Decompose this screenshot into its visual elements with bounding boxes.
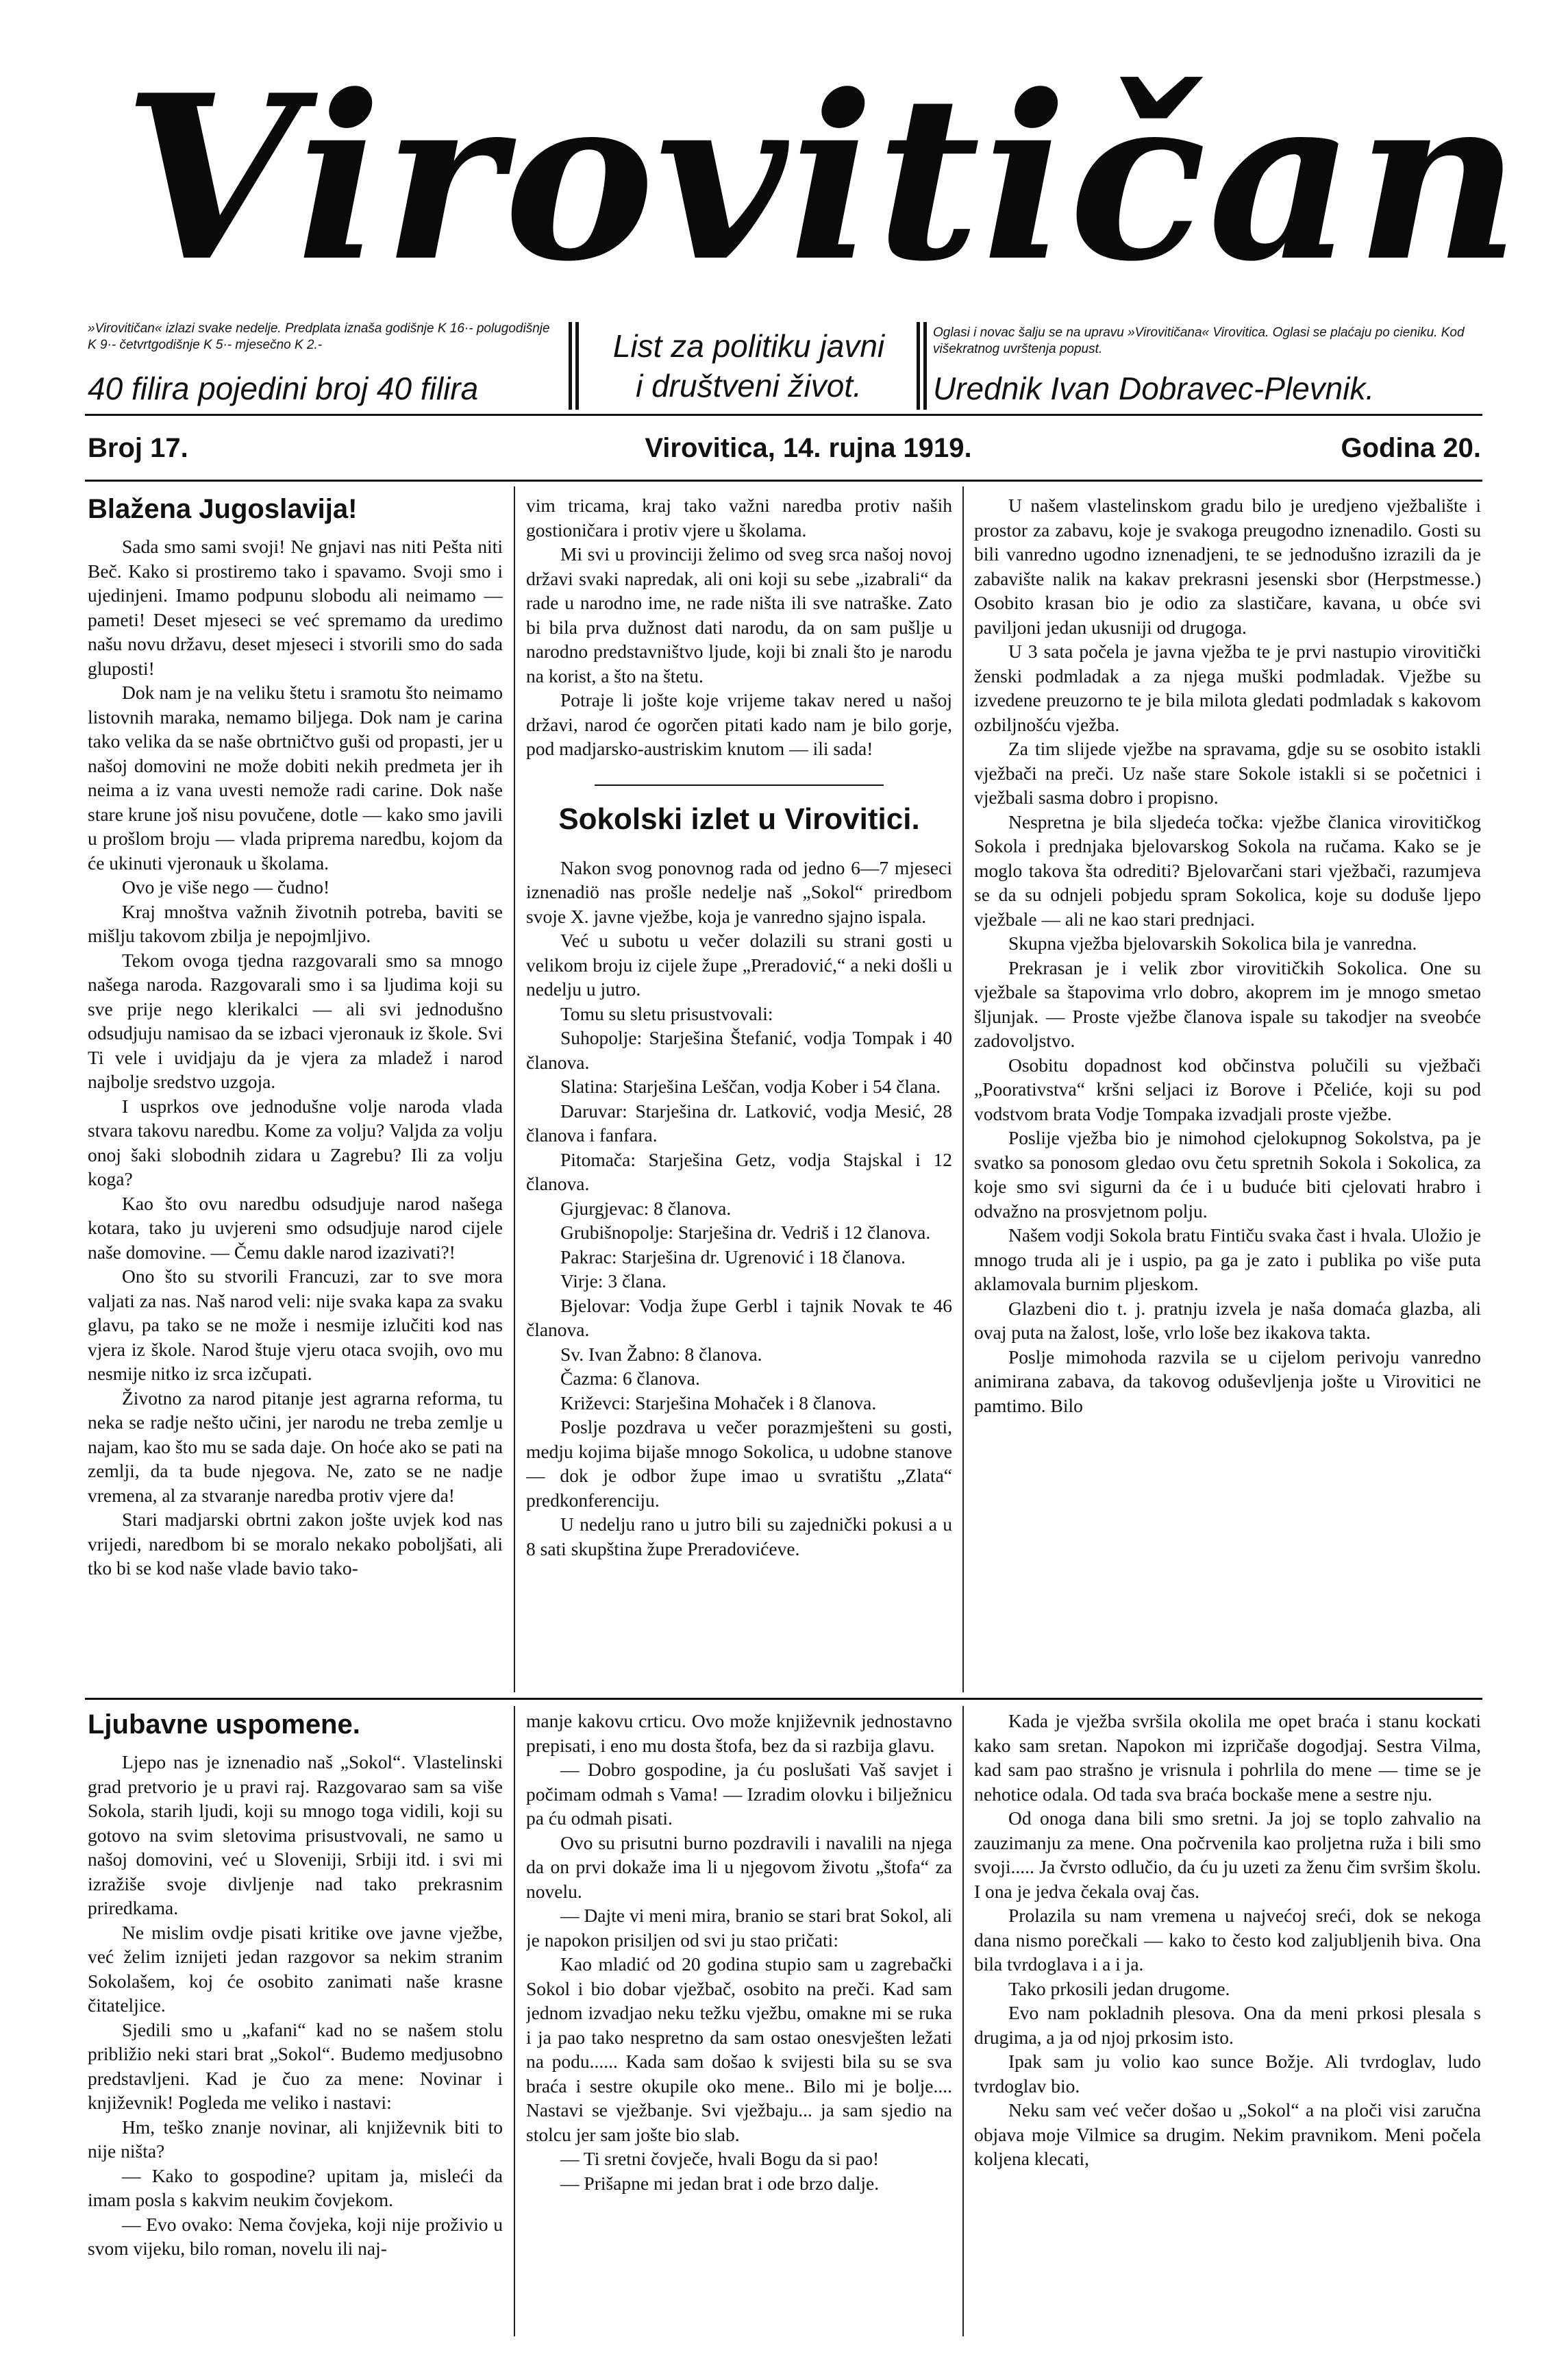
paragraph: Poslje pozdrava u večer porazmješteni su gosti, medju kojima bijaše mnogo Sokolica, u udobne stanove — dok je odbor župe imao u svratištu „Zlata“ predkonferenciju. bbox=[526, 1416, 952, 1511]
paragraph: — Kako to gospodine? upitam ja, misleći da imam posla s kakvim neukim čovjekom. bbox=[88, 2164, 503, 2210]
feuilleton-column-middle bbox=[526, 1709, 952, 2339]
paragraph: Poslje mimohoda razvila se u cijelom perivoju vanredno animirana zabava, da takovog oduševljenja jošte u Virovitici ne pamtimo. Bilo bbox=[974, 1346, 1481, 1416]
paragraph: Mi svi u provinciji želimo od sveg srca našoj novoj državi svaki napredak, ali oni koji su sebe „izabrali“ da rade u narodno ime, ne rade ništa ili sve natraške. Zato bi bila prva dužnost dati narodu, da on sam pušlje u narodno predstavništvo ljude, koji bi znali što je narodu na korist, a što na štetu. bbox=[526, 543, 952, 687]
article-title: Sokolski izlet u Virovitici. bbox=[558, 802, 920, 836]
paragraph: Nespretna je bila sljedeća točka: vježbe članica virovitičkog Sokola i prednjaka bjelovarskog Sokola na ručama. Kako se je moglo takova šta odrediti? Bjelovarčani stari vježbači, razumjeva se da su odnjeli pobjedu spram Sokolica, koje su doduše ljepo vježbale — ali ne kao stari prednjaci. bbox=[974, 811, 1481, 930]
paragraph: — Prišapne mi jedan brat i ode brzo dalje. bbox=[560, 2172, 880, 2194]
article-blazena-jugoslavija bbox=[88, 493, 503, 1689]
year-number: Godina 20. bbox=[1341, 433, 1481, 463]
header-divider-right-2 bbox=[923, 322, 927, 410]
paragraph: manje kakovu crticu. Ovo može književnik jednostavno prepisati, i eno mu dosta štofa, bez da si razbija glavu. bbox=[526, 1710, 952, 1756]
paragraph: Ne mislim ovdje pisati kritike ove javne vježbe, već želim iznijeti jedan razgovor sa nekim stranim Sokolašem, koj će osobito zanimati naše krasne čitateljice. bbox=[88, 1921, 503, 2016]
paragraph: Kraj mnoštva važnih životnih potreba, baviti se mišlju takovom zbilja je nepojmljivo. bbox=[88, 900, 503, 946]
dateline-rule bbox=[85, 480, 1482, 482]
attendee-line: Virje: 3 člana. bbox=[560, 1270, 667, 1291]
attendee-line: Sv. Ivan Žabno: 8 članova. bbox=[560, 1343, 762, 1365]
attendee-line: Križevci: Starješina Mohaček i 8 članova. bbox=[560, 1392, 877, 1413]
header-divider-left bbox=[569, 322, 572, 410]
article-separator bbox=[595, 784, 884, 786]
attendee-line: Gjurgjevac: 8 članova. bbox=[560, 1197, 732, 1219]
paragraph: — Dajte vi meni mira, branio se stari brat Sokol, ali je napokon prisiljen od svi ju stao pričati: bbox=[526, 1905, 952, 1951]
attendee-line: Bjelovar: Vodja župe Gerbl i tajnik Novak te 46 članova. bbox=[526, 1294, 952, 1340]
paragraph: Životno za narod pitanje jest agrarna reforma, tu neka se radje nešto učini, jer narodu ne treba zemlje u najam, kao što mu se sada daje. On hoće ako se pati na zemlji, da ta bude njegova. Ne, zato se ne nadje vremena, al za stvaranje naredba protiv vjere da! bbox=[88, 1387, 503, 1506]
paragraph: I usprkos ove jednodušne volje naroda vlada stvara takovu naredbu. Kome za volju? Valjda za volju onoj šaki slobodnih zidara u Zagrebu? Ili za volju koga? bbox=[88, 1095, 503, 1189]
paragraph: Već u subotu u večer dolazili su strani gosti u velikom broju iz cijele župe „Preradović,“ a neki došli u nedelju u jutro. bbox=[526, 930, 952, 1000]
price-line: 40 filira pojedini broj 40 filira bbox=[88, 371, 479, 406]
column-rule bbox=[962, 486, 964, 1692]
paragraph: U našem vlastelinskom gradu bilo je uredjeno vježbalište i prostor za zabavu, koje je svakoga preugodno iznenadilo. Gosti su bili vanredno ugodno iznenadjeni, te se jednodušno izrazili da je zabavište nalik na kakav prekrasni jesenski sbor (Herpstmesse.) Osobito krasan bio je odio za slastičare, kavana, u obće svi paviljoni jedan ukusniji od drugoga. bbox=[974, 495, 1481, 638]
paragraph: Evo nam pokladnih plesova. Ona da meni prkosi plesala s drugima, a ja od njoj prkosim isto. bbox=[974, 2002, 1481, 2048]
header-divider-left-2 bbox=[575, 322, 579, 410]
paragraph: Potraje li jošte koje vrijeme takav nered u našoj državi, narod će ogorčen pitati kado nam je bilo gorje, pod madjarsko-austriskim knutom — ili sada! bbox=[526, 689, 952, 759]
column-right bbox=[974, 493, 1481, 1689]
attendee-line: Pakrac: Starješina dr. Ugrenović i 18 članova. bbox=[560, 1246, 906, 1268]
paragraph: Ono što su stvorili Francuzi, zar to sve mora valjati za nas. Naš narod veli: nije svaka kapa za svaku glavu, pa tako se ne može i nesmije izlučiti kod nas vjera iz škole. Narod štuje vjeru otaca svojih, ovo mu nesmije nitko iz srca izčupati. bbox=[88, 1265, 503, 1384]
paragraph: Prekrasan je i velik zbor virovitičkih Sokolica. One su vježbale sa štapovima vrlo dobro, akoprem im je mnogo smetao šljunjak. — Proste vježbe članova ispale su takodjer na sveobće zadovoljstvo. bbox=[974, 956, 1481, 1051]
paragraph: Od onoga dana bili smo sretni. Ja joj se toplo zahvalio na zauzimanju za mene. Ona počrvenila kao proljetna ruža i bili smo svoji..... Ja čvrsto odlučio, da ću ju uzeti za ženu čim svršim školu. I ona je jedva čekala ovaj čas. bbox=[974, 1807, 1481, 1902]
attendee-line: Čazma: 6 članova. bbox=[560, 1368, 700, 1389]
paragraph: Kada je vježba svršila okolila me opet braća i stanu kockati kako sam sretan. Napokon mi izpričaše dogodjaj. Sestra Vilma, kad sam pao strašno je vrisnula i pohrlila do mene — time se je nehotice odala. Od tada sva braća bockaše mene a sestre nju. bbox=[974, 1710, 1481, 1805]
advertising-info: Oglasi i novac šalju se na upravu »Virovitičana« Virovitica. Oglasi se plaćaju po cieniku. Kod višekratnog uvrštenja popust. bbox=[933, 325, 1465, 356]
paragraph: Osobitu dopadnost kod občinstva polučili su vježbači „Poorativstva“ kršni seljaci iz Borove i Pčeliće, koji su pod vodstvom brata Vodje Tompaka izvadjali proste vježbe. bbox=[974, 1054, 1481, 1124]
issue-number: Broj 17. bbox=[88, 433, 188, 463]
column-rule bbox=[514, 1706, 515, 2336]
paragraph: vim tricama, kraj tako važni naredba protiv naših gostioničara i protiv vjere u školama. bbox=[526, 495, 952, 541]
paragraph: Kao mladić od 20 godina stupio sam u zagrebački Sokol i bio dobar vježbač, osobito na preči. Kad sam jednom izvadjao neku težku vježbu, omakne mi se ruka i ja pao tako nespretno da sam ostao onesvješten ležati na podu...... Kada sam došao k svijesti bila su se sva braća i sestre okupile oko mene.. Bilo mi je bolje.... Nastavi se vježbanje. Svi vježbaju... ja sam sjedio na stolcu jer sam jošte bio slab. bbox=[526, 1953, 952, 2145]
paragraph: — Ti sretni čovječe, hvali Bogu da si pao! bbox=[560, 2148, 880, 2169]
tagline-line2: i društveni život. bbox=[636, 368, 862, 404]
header-divider-right bbox=[917, 322, 920, 410]
column-rule bbox=[962, 1706, 964, 2336]
paragraph: Glazbeni dio t. j. pratnju izvela je naša domaća glazba, ali ovaj puta na žalost, loše, vrlo loše bez ikakova takta. bbox=[974, 1297, 1481, 1343]
column-rule bbox=[514, 486, 515, 1692]
paragraph: Stari madjarski obrtni zakon jošte uvjek kod nas vrijedi, naredbom bi se moralo nekako poboljšati, ali tko bi se kod naše vlade bavio tako- bbox=[88, 1509, 503, 1579]
feuilleton-column-right bbox=[974, 1709, 1481, 2339]
paragraph: Ovo su prisutni burno pozdravili i navalili na njega da on prvi dokaže ima li u njegovom životu „štofa“ za novelu. bbox=[526, 1831, 952, 1902]
attendee-line: Daruvar: Starješina dr. Latković, vodja Mesić, 28 članova i fanfara. bbox=[526, 1100, 952, 1146]
attendee-line: Suhopolje: Starješina Štefanić, vodja Tompak i 40 članova. bbox=[526, 1027, 952, 1073]
tagline-line1: List za politiku javni bbox=[612, 328, 885, 364]
paragraph: Tekom ovoga tjedna razgovarali smo sa mnogo našega naroda. Razgovarali smo i sa ljudima koji su sve prije nego klerikalci — ali svi jednodušno odsudjuju namisao da se izbaci vjeronauk iz škole. Svi Ti vele i uvidjaju da je vjera za mladež i narod najbolje sredstvo uzgoja. bbox=[88, 949, 503, 1092]
paragraph: Sada smo sami svoji! Ne gnjavi nas niti Pešta niti Beč. Kako si prostiremo tako i spavamo. Svoji smo i ujedinjeni. Imamo podpunu slobodu ali neimamo — pameti! Deset mjeseci se već spremamo da uredimo našu novu državu, deset mjeseci i stvorili smo do sada gluposti! bbox=[88, 536, 503, 679]
masthead-title: Virovitičan bbox=[123, 45, 1522, 311]
attendee-line: Grubišnopolje: Starješina dr. Vedriš i 12 članova. bbox=[560, 1222, 931, 1243]
paragraph: Tomu su sletu prisustvovali: bbox=[560, 1002, 773, 1024]
article-title: Ljubavne uspomene. bbox=[88, 1709, 360, 1740]
paragraph: Sjedili smo u „kafani“ kad no se našem stolu približio neki stari brat „Sokol“. Budemo medjusobno predstavljeni. Kad je čuo za mene: Novinar i književnik! Pogleda me veliko i nastavi: bbox=[88, 2018, 503, 2113]
paragraph: U 3 sata počela je javna vježba te je prvi nastupio virovitički ženski podmladak a za njega muški podmladak. Vježbe su izvedene preuzorno te je bila milota gledati podmladak s kakovom ozbiljnošću vježba. bbox=[974, 641, 1481, 735]
column-middle bbox=[526, 493, 952, 1689]
paragraph: Neku sam već večer došao u „Sokol“ a na ploči visi zaručna objava moje Vilmice sa drugim. Nekim pravnikom. Meni počela koljena klecati, bbox=[974, 2099, 1481, 2169]
paragraph: Ovo je više nego — čudno! bbox=[122, 876, 330, 898]
paragraph: Našem vodji Sokola bratu Fintiču svaka čast i hvala. Uložio je mnogo truda ali je i uspio, pa ga je zato i publika po više puta aklamovala burnim pljeskom. bbox=[974, 1224, 1481, 1294]
paragraph: Skupna vježba bjelovarskih Sokolica bila je vanredna. bbox=[1008, 932, 1417, 954]
paragraph: Za tim slijede vježbe na spravama, gdje su se osobito istakli vježbači na preči. Uz naše stare Sokole istakli si se početnici i vježbali sasma dobro i propisno. bbox=[974, 738, 1481, 808]
paragraph: Nakon svog ponovnog rada od jedno 6—7 mjeseci iznenadiö nas prošle nedelje naš „Sokol“ priredbom svoje X. javne vježbe, koja je vanredno sjajno ispala. bbox=[526, 856, 952, 927]
paragraph: Ljepo nas je iznenadio naš „Sokol“. Vlastelinski grad pretvorio je u pravi raj. Razgovarao sam sa više Sokola, starih ljudi, koji su mnogo toga vidili, koji su gotovo na svim sletovima prisustvovali, ne samo u našoj domovini, već u Sloveniji, Srbiji itd. i svi mi izražiše svoje divljenje nad tako prekrasnim priredkama. bbox=[88, 1751, 503, 1918]
editor-line: Urednik Ivan Dobravec-Plevnik. bbox=[933, 371, 1375, 406]
paragraph: Ipak sam ju volio kao sunce Božje. Ali tvrdoglav, ludo tvrdoglav bio. bbox=[974, 2051, 1481, 2097]
paragraph: Tako prkosili jedan drugome. bbox=[1008, 1977, 1230, 1999]
subscription-info: »Virovitičan« izlazi svake nedelje. Predplata iznaša godišnje K 16·- polugodišnje K 9·- četvrtgodišnje K 5·- mjesečno K 2.- bbox=[88, 321, 550, 352]
header-rule bbox=[85, 414, 1482, 416]
attendee-line: Pitomača: Starješina Getz, vodja Stajskal i 12 članova. bbox=[526, 1148, 952, 1194]
article-title: Blažena Jugoslavija! bbox=[88, 494, 358, 524]
paragraph: U nedelju rano u jutro bili su zajednički pokusi a u 8 sati skupština župe Preradovićeve. bbox=[526, 1513, 952, 1559]
paragraph: — Evo ovako: Nema čovjeka, koji nije proživio u svom vijeku, bilo roman, novelu ili naj- bbox=[88, 2213, 503, 2259]
paragraph: Dok nam je na veliku štetu i sramotu što neimamo listovnih maraka, nemamo biljega. Dok nam je carina tako velika da se naše obrtničtvo guši od propasti, jer u našoj domovini ne može dobiti nekih predmeta jer ih neima a iz vana uvesti nemože radi carine. Dok naše stare krune još nisu povučene, dotle — kako smo javili u prošlom broju — vlada priprema naredbu, kojom da će ukinuti vjeronauk u školama. bbox=[88, 682, 503, 874]
article-ljubavne-uspomene bbox=[88, 1709, 503, 2339]
place-date: Virovitica, 14. rujna 1919. bbox=[645, 433, 972, 463]
paragraph: Prolazila su nam vremena u najvećoj sreći, dok se nekoga dana nismo porečkali — kako to često kod zaljubljenih biva. Ona bila tvrdoglava i a i ja. bbox=[974, 1905, 1481, 1975]
attendee-line: Slatina: Starješina Leščan, vodja Kober i 54 člana. bbox=[560, 1076, 941, 1097]
paragraph: — Dobro gospodine, ja ću poslušati Vaš savjet i počimam odmah s Vama! — Izradim olovku i bilježnicu pa ću odmah pisati. bbox=[526, 1759, 952, 1829]
feuilleton-rule bbox=[85, 1698, 1482, 1700]
paragraph: Hm, teško znanje novinar, ali književnik biti to nije ništa? bbox=[88, 2116, 503, 2162]
paragraph: Poslije vježba bio je nimohod cjelokupnog Sokolstva, pa je svatko sa ponosom gledao ovu četu spretnih Sokola i Sokolica, za koje smo svi sigurni da će i u buduće biti cjelovati hrabro i odvažno na prosvjetnom polju. bbox=[974, 1127, 1481, 1222]
paragraph: Kao što ovu naredbu odsudjuje narod našega kotara, tako ju uvjereni smo odsudjuje narod cijele naše domovine. — Čemu dakle narod izazivati?! bbox=[88, 1192, 503, 1263]
